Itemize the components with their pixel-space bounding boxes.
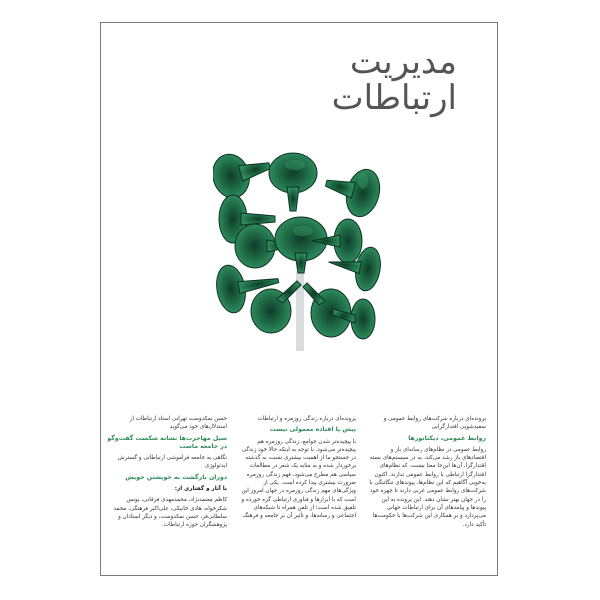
article-intro: پرونده‌ای درباره شرکت‌های روابط عمومی و سفیدشویی اقتدارگرایی (383, 416, 486, 431)
logo-line-2: ارتباطات (331, 77, 457, 118)
magazine-logo (257, 42, 457, 118)
article-intro-2: نگاهی به جامعه فراموشی ارتباطاتی و گسترش ایدئولوژی (117, 455, 227, 470)
article-intro: حسن نمکدوست تهرانی استاد ارتباطات از استدلال‌های خود می‌گوید (129, 416, 227, 431)
article-headline: سیل مهاجرت‌ها نشانه شکست گفت‌وگو در جامعه ماست (107, 434, 227, 450)
article-intro: پرونده‌ای درباره زندگی روزمره و ارتباطات (257, 416, 356, 422)
article-body: با پیچیده‌تر شدن جوامع، زندگی روزمره هم پیچیده‌تر می‌شود. با توجه به اینکه حالا خود زندگی در جستجو ما از اهمیت بیشتری نسبت به گذشته برخوردار شده و به مثابه یک شعر در مطالعات سیاسی هم مطرح می‌شود، فهم زندگی روزمره ضرورت بیشتری پیدا کرده است. یکی از ویژگی‌های مهم زندگی روزمره در جهان امروز این است که با ابزارها و فناوری ارتباطی گره خورده و تلفیق شده است؛ از تلفن همراه تا شبکه‌های اجتماعی و رسانه‌ها، و تأثیر آن بر جامعه و فرهنگ. (241, 438, 356, 520)
article-headline: روابط عمومی، دیکتاتورها (408, 434, 486, 442)
magazine-cover (100, 22, 498, 576)
logo-line-1: مدیریت (349, 42, 457, 82)
contributors-list: کاظم معتمدنژاد، محمدمهدی فرقانی، یونس شکرخواه، هادی خانیکی، علی‌اکبر فرهنگی، محمد سلطانی‌فر، حسن نمکدوست، و دیگر استادان و پژوهشگران حوزه ارتباطات. (113, 497, 227, 529)
article-headline: پیش پا افتاده معمولی نیست (269, 426, 356, 434)
article-column-middle (238, 415, 356, 524)
article-headline-2: دوران بازگشت به خویشتن خویش (125, 473, 227, 481)
article-body: روابط عمومی در نظام‌های رسانه‌ای باز و اقتصادهای باز رشد می‌کند. به در سیستم‌های بسته اقتدارگرا، آن‌ها این‌جا معنا نیست. که نظام‌های اقتدارگرا ارتباطی با روابط عمومی ندارند. اکنون به‌خوبی آگاهیم که این نظام‌ها، پیوندهای تنگاتنگی با شرکت‌های روابط عمومی غربی دارند تا چهره خود را در جهان بهتر نشان دهند. این پرونده به این پیوندها و پیامدهای آن برای ارتباطات جهانی می‌پردازد و بر همکاری این شرکت‌ها با حکومت‌ها تأکید دارد. (369, 446, 486, 528)
loudspeaker-cluster-illustration (213, 151, 383, 351)
article-column-right (366, 415, 486, 532)
article-column-left (107, 415, 227, 533)
contributors-label: با آثار و گفتاری از: (174, 486, 227, 493)
